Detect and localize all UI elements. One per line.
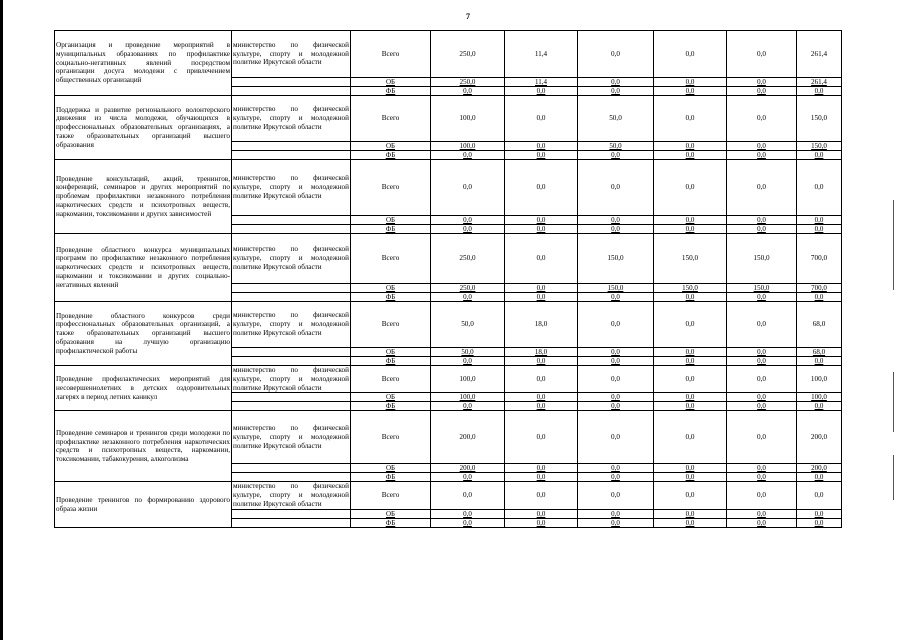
- amount-cell: 0,0: [727, 160, 797, 216]
- executor-name: министерство по физической культуре, спорту и молодежной политике Иркутской области: [232, 302, 351, 348]
- amount-cell: 0,0: [654, 348, 727, 357]
- funding-label-total: Всего: [351, 31, 431, 78]
- executor-cell-empty: [232, 78, 351, 87]
- amount-cell: 50,0: [578, 96, 654, 142]
- amount-cell: 0,0: [505, 366, 578, 393]
- table-row: [55, 482, 842, 509]
- amount-cell: 0,0: [797, 225, 842, 234]
- amount-cell: 0,0: [654, 151, 727, 160]
- amount-cell: 0,0: [431, 151, 505, 160]
- amount-cell: 0,0: [505, 509, 578, 518]
- amount-cell: 0,0: [727, 87, 797, 96]
- amount-cell: 0,0: [505, 393, 578, 402]
- amount-cell: 700,0: [797, 284, 842, 293]
- amount-cell: 0,0: [727, 464, 797, 473]
- amount-cell: 0,0: [654, 142, 727, 151]
- amount-cell: 250,0: [431, 234, 505, 284]
- funding-label-ob: ОБ: [351, 348, 431, 357]
- amount-cell: 0,0: [797, 87, 842, 96]
- amount-cell: 0,0: [431, 293, 505, 302]
- funding-label-total: Всего: [351, 160, 431, 216]
- executor-name: министерство по физической культуре, спорту и молодежной политике Иркутской области: [232, 96, 351, 142]
- scan-edge: [0, 0, 3, 640]
- amount-cell: 0,0: [578, 473, 654, 482]
- funding-label-ob: ОБ: [351, 393, 431, 402]
- executor-cell-empty: [232, 225, 351, 234]
- amount-cell: 68,0: [797, 302, 842, 348]
- activity-name: Проведение тренингов по формированию здорового образа жизни: [55, 482, 232, 527]
- amount-cell: 0,0: [727, 482, 797, 509]
- amount-cell: 0,0: [727, 393, 797, 402]
- funding-label-fb: ФБ: [351, 225, 431, 234]
- amount-cell: 0,0: [797, 518, 842, 527]
- amount-cell: 0,0: [505, 357, 578, 366]
- amount-cell: 150,0: [727, 284, 797, 293]
- amount-cell: 0,0: [654, 293, 727, 302]
- amount-cell: 0,0: [654, 78, 727, 87]
- amount-cell: 100,0: [431, 142, 505, 151]
- amount-cell: 0,0: [578, 216, 654, 225]
- amount-cell: 0,0: [431, 509, 505, 518]
- amount-cell: 250,0: [431, 284, 505, 293]
- funding-label-ob: ОБ: [351, 284, 431, 293]
- amount-cell: 0,0: [727, 151, 797, 160]
- funding-label-ob: ОБ: [351, 142, 431, 151]
- amount-cell: 100,0: [431, 366, 505, 393]
- amount-cell: 0,0: [654, 366, 727, 393]
- funding-label-fb: ФБ: [351, 518, 431, 527]
- amount-cell: 0,0: [505, 160, 578, 216]
- amount-cell: 0,0: [505, 473, 578, 482]
- amount-cell: 0,0: [578, 393, 654, 402]
- funding-label-fb: ФБ: [351, 293, 431, 302]
- funding-label-ob: ОБ: [351, 78, 431, 87]
- amount-cell: 250,0: [431, 78, 505, 87]
- amount-cell: 0,0: [727, 302, 797, 348]
- scan-mark: [893, 455, 894, 500]
- amount-cell: 0,0: [578, 402, 654, 411]
- amount-cell: 0,0: [727, 31, 797, 78]
- amount-cell: 0,0: [505, 411, 578, 464]
- executor-name: министерство по физической культуре, спорту и молодежной политике Иркутской области: [233, 482, 349, 508]
- amount-cell: 0,0: [727, 293, 797, 302]
- amount-cell: 0,0: [505, 225, 578, 234]
- executor-cell-empty: [232, 518, 351, 527]
- amount-cell: 0,0: [654, 87, 727, 96]
- amount-cell: 0,0: [431, 225, 505, 234]
- funding-label-total: Всего: [351, 96, 431, 142]
- amount-cell: 0,0: [505, 142, 578, 151]
- executor-cell-empty: [232, 284, 351, 293]
- amount-cell: 0,0: [578, 87, 654, 96]
- amount-cell: 0,0: [654, 96, 727, 142]
- amount-cell: 0,0: [727, 216, 797, 225]
- amount-cell: 0,0: [578, 31, 654, 78]
- activity-name: Проведение консультаций, акций, тренингов, конференций, семинаров и других мероприятий по проблемам профилактики незаконного потребления наркотических средств и психотропных веществ, наркомании, токсикомании и других зависимостей: [55, 160, 232, 234]
- amount-cell: 0,0: [654, 464, 727, 473]
- funding-label-fb: ФБ: [351, 357, 431, 366]
- executor-cell-empty: [232, 473, 351, 482]
- amount-cell: 261,4: [797, 78, 842, 87]
- amount-cell: 0,0: [727, 518, 797, 527]
- amount-cell: 0,0: [578, 302, 654, 348]
- amount-cell: 150,0: [654, 284, 727, 293]
- amount-cell: 0,0: [727, 78, 797, 87]
- amount-cell: 0,0: [505, 96, 578, 142]
- amount-cell: 0,0: [727, 348, 797, 357]
- amount-cell: 0,0: [654, 411, 727, 464]
- amount-cell: 100,0: [431, 96, 505, 142]
- amount-cell: 200,0: [431, 411, 505, 464]
- amount-cell: 0,0: [578, 518, 654, 527]
- activity-name: Проведение областного конкурса муниципальных программ по профилактике незаконного потребления наркотических средств и психотропных веществ, наркомании и токсикомании и других социально-негативных явлений: [55, 234, 232, 302]
- amount-cell: 150,0: [727, 234, 797, 284]
- amount-cell: 150,0: [797, 96, 842, 142]
- amount-cell: 11,4: [505, 31, 578, 78]
- amount-cell: 0,0: [431, 87, 505, 96]
- amount-cell: 0,0: [797, 473, 842, 482]
- amount-cell: 150,0: [797, 142, 842, 151]
- activity-name: Проведение профилактических мероприятий для несовершеннолетних в детских оздоровительных лагерях в период летних каникул: [55, 366, 232, 411]
- amount-cell: 0,0: [578, 366, 654, 393]
- amount-cell: 0,0: [654, 402, 727, 411]
- funding-label-fb: ФБ: [351, 151, 431, 160]
- amount-cell: 0,0: [654, 160, 727, 216]
- executor-cell-empty: [232, 509, 351, 518]
- amount-cell: 0,0: [797, 293, 842, 302]
- executor-cell-empty: [232, 393, 351, 402]
- amount-cell: 100,0: [797, 366, 842, 393]
- executor-cell-empty: [232, 464, 351, 473]
- amount-cell: 0,0: [578, 482, 654, 509]
- amount-cell: 0,0: [797, 509, 842, 518]
- amount-cell: 50,0: [431, 348, 505, 357]
- amount-cell: 0,0: [505, 87, 578, 96]
- executor-name: министерство по физической культуре, спорту и молодежной политике Иркутской области: [233, 366, 349, 392]
- amount-cell: 0,0: [797, 151, 842, 160]
- executor-cell-empty: [232, 402, 351, 411]
- executor-cell-empty: [232, 293, 351, 302]
- amount-cell: 0,0: [578, 293, 654, 302]
- amount-cell: 0,0: [654, 482, 727, 509]
- executor-name: министерство по физической культуре, спорту и молодежной политике Иркутской области: [232, 31, 351, 78]
- amount-cell: 0,0: [505, 234, 578, 284]
- amount-cell: 18,0: [505, 348, 578, 357]
- amount-cell: 0,0: [431, 216, 505, 225]
- amount-cell: 0,0: [654, 216, 727, 225]
- amount-cell: 0,0: [727, 402, 797, 411]
- funding-label-ob: ОБ: [351, 464, 431, 473]
- amount-cell: 50,0: [578, 142, 654, 151]
- scan-mark: [893, 200, 894, 290]
- activity-name: Проведение семинаров и тренингов среди молодежи по профилактике незаконного потребления наркотических средств и психотропных веществ, наркомании, токсикомании, табакокурения, алкоголизма: [55, 411, 232, 482]
- table-row: [55, 366, 842, 393]
- funding-label-ob: ОБ: [351, 509, 431, 518]
- amount-cell: 0,0: [727, 357, 797, 366]
- amount-cell: 0,0: [727, 473, 797, 482]
- amount-cell: 0,0: [505, 284, 578, 293]
- amount-cell: 200,0: [797, 411, 842, 464]
- amount-cell: 0,0: [578, 348, 654, 357]
- amount-cell: 200,0: [797, 464, 842, 473]
- page-number: 7: [466, 12, 470, 21]
- activity-name: Проведение областного конкурсов среди профессиональных образовательных организаций, а также образовательных организаций высшего образования на лучшую организацию профилактической работы: [55, 302, 232, 366]
- executor-cell-empty: [232, 216, 351, 225]
- table-row: [55, 96, 842, 142]
- funding-label-total: Всего: [351, 482, 431, 509]
- funding-label-fb: ФБ: [351, 473, 431, 482]
- amount-cell: 100,0: [797, 393, 842, 402]
- amount-cell: 0,0: [654, 509, 727, 518]
- amount-cell: 0,0: [654, 31, 727, 78]
- amount-cell: 0,0: [505, 464, 578, 473]
- table-row: [55, 160, 842, 216]
- amount-cell: 0,0: [578, 464, 654, 473]
- funding-label-total: Всего: [351, 234, 431, 284]
- amount-cell: 150,0: [578, 234, 654, 284]
- amount-cell: 0,0: [727, 509, 797, 518]
- amount-cell: 0,0: [505, 293, 578, 302]
- amount-cell: 0,0: [727, 366, 797, 393]
- amount-cell: 18,0: [505, 302, 578, 348]
- amount-cell: 100,0: [431, 393, 505, 402]
- amount-cell: 0,0: [578, 411, 654, 464]
- amount-cell: 250,0: [431, 31, 505, 78]
- amount-cell: 0,0: [654, 302, 727, 348]
- amount-cell: 700,0: [797, 234, 842, 284]
- amount-cell: 0,0: [578, 160, 654, 216]
- funding-label-total: Всего: [351, 302, 431, 348]
- funding-label-total: Всего: [351, 366, 431, 393]
- amount-cell: 0,0: [727, 142, 797, 151]
- amount-cell: 0,0: [797, 402, 842, 411]
- amount-cell: 0,0: [578, 357, 654, 366]
- amount-cell: 0,0: [727, 225, 797, 234]
- amount-cell: 0,0: [431, 357, 505, 366]
- funding-label-fb: ФБ: [351, 402, 431, 411]
- amount-cell: 0,0: [505, 151, 578, 160]
- amount-cell: 0,0: [654, 225, 727, 234]
- amount-cell: 261,4: [797, 31, 842, 78]
- amount-cell: 0,0: [654, 357, 727, 366]
- scan-mark: [893, 372, 894, 432]
- amount-cell: 11,4: [505, 78, 578, 87]
- amount-cell: 0,0: [578, 151, 654, 160]
- table-body: [55, 31, 842, 528]
- table-row: [55, 302, 842, 348]
- amount-cell: 50,0: [431, 302, 505, 348]
- amount-cell: 150,0: [654, 234, 727, 284]
- amount-cell: 0,0: [431, 160, 505, 216]
- funding-label-fb: ФБ: [351, 87, 431, 96]
- amount-cell: 0,0: [797, 357, 842, 366]
- funding-table: [54, 30, 842, 528]
- executor-cell-empty: [232, 142, 351, 151]
- amount-cell: 0,0: [797, 160, 842, 216]
- amount-cell: 0,0: [578, 509, 654, 518]
- amount-cell: 150,0: [578, 284, 654, 293]
- amount-cell: 0,0: [505, 216, 578, 225]
- amount-cell: 0,0: [505, 518, 578, 527]
- funding-label-ob: ОБ: [351, 216, 431, 225]
- amount-cell: 0,0: [797, 216, 842, 225]
- amount-cell: 0,0: [654, 393, 727, 402]
- amount-cell: 0,0: [797, 482, 842, 509]
- amount-cell: 0,0: [505, 402, 578, 411]
- executor-cell-empty: [232, 87, 351, 96]
- executor-cell-empty: [232, 348, 351, 357]
- amount-cell: 0,0: [727, 96, 797, 142]
- executor-name: министерство по физической культуре, спорту и молодежной политике Иркутской области: [232, 234, 351, 284]
- executor-name: министерство по физической культуре, спорту и молодежной политике Иркутской области: [232, 160, 351, 216]
- amount-cell: 0,0: [578, 225, 654, 234]
- table-row: [55, 234, 842, 284]
- table-row: [55, 411, 842, 464]
- executor-cell-empty: [232, 151, 351, 160]
- funding-label-total: Всего: [351, 411, 431, 464]
- amount-cell: 68,0: [797, 348, 842, 357]
- amount-cell: 0,0: [578, 78, 654, 87]
- amount-cell: 200,0: [431, 464, 505, 473]
- activity-name: Организация и проведение мероприятий в муниципальных образованиях по профилактике социально-негативных явлений посредством организации досуга молодежи с привлечением общественных организаций: [55, 31, 232, 96]
- amount-cell: 0,0: [431, 473, 505, 482]
- executor-name: министерство по физической культуре, спорту и молодежной политике Иркутской области: [232, 411, 351, 464]
- activity-name: Поддержка и развитие регионального волонтерского движения из числа молодежи, обучающихся в профессиональных образовательных организациях, а также образовательных организаций высшего образования: [55, 96, 232, 160]
- amount-cell: 0,0: [654, 518, 727, 527]
- amount-cell: 0,0: [654, 473, 727, 482]
- amount-cell: 0,0: [431, 402, 505, 411]
- amount-cell: 0,0: [727, 411, 797, 464]
- amount-cell: 0,0: [431, 482, 505, 509]
- executor-cell-empty: [232, 357, 351, 366]
- amount-cell: 0,0: [505, 482, 578, 509]
- amount-cell: 0,0: [431, 518, 505, 527]
- table-row: [55, 31, 842, 78]
